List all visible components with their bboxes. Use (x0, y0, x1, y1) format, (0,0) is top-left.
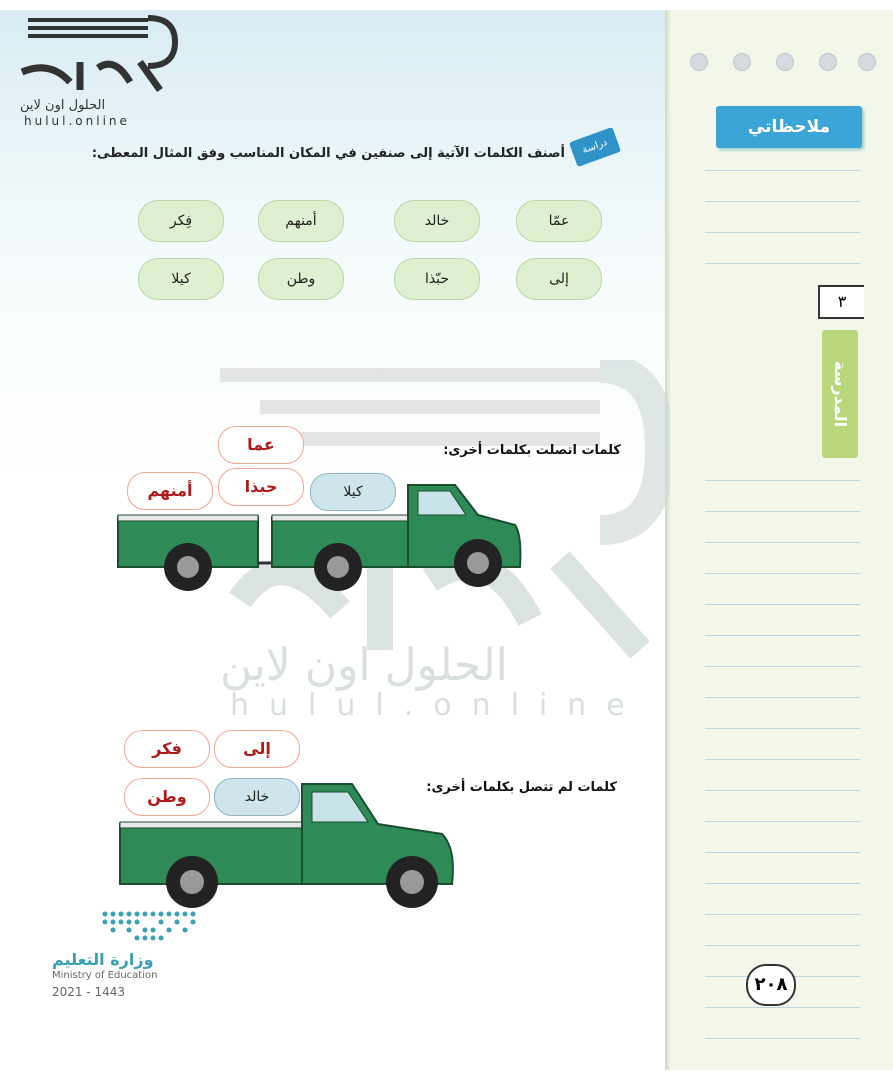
note-line (705, 1007, 860, 1008)
binder-hole (819, 53, 837, 71)
note-line (705, 573, 860, 574)
word-pill: فِكر (138, 200, 224, 242)
word-pill: حبّذا (394, 258, 480, 300)
ministry-logo-icon (50, 908, 210, 948)
notes-sidebar (665, 10, 893, 1070)
note-line (705, 604, 860, 605)
exercise-icon: دراسة (569, 127, 621, 167)
example-word: خالد (214, 778, 300, 816)
answer-word[interactable]: إلى (214, 730, 300, 768)
note-line (705, 511, 860, 512)
notes-label: ملاحظاتي (716, 106, 862, 148)
ministry-name-english: Ministry of Education (52, 970, 158, 981)
binder-hole (858, 53, 876, 71)
answer-word[interactable]: أمنهم (127, 472, 213, 510)
exercise-instruction: أصنف الكلمات الآتية إلى صنفين في المكان المناسب وفق المثال المعطى: (91, 146, 565, 161)
note-line (705, 635, 860, 636)
page-number: ٢٠٨ (746, 964, 796, 1006)
binder-hole (776, 53, 794, 71)
note-line (705, 883, 860, 884)
edition-year: 2021 - 1443 (52, 985, 126, 999)
binder-hole (733, 53, 751, 71)
answer-word[interactable]: وطن (124, 778, 210, 816)
note-line (705, 542, 860, 543)
truck2-label: كلمات لم تتصل بكلمات أخرى: (426, 780, 617, 795)
note-line (705, 759, 860, 760)
note-line (705, 821, 860, 822)
note-line (705, 914, 860, 915)
note-line (705, 697, 860, 698)
unit-number: ٣ (818, 285, 864, 319)
answer-word[interactable]: فكر (124, 730, 210, 768)
note-line (705, 790, 860, 791)
logo-arabic-text: الحلول اون لاين (20, 98, 106, 113)
note-line (705, 852, 860, 853)
truck-with-trailer-icon (110, 475, 530, 600)
note-line (705, 263, 860, 264)
word-pill: خالد (394, 200, 480, 242)
answer-word[interactable]: عما (218, 426, 304, 464)
binder-hole (690, 53, 708, 71)
logo-english-text: hulul.online (24, 114, 130, 128)
note-line (705, 232, 860, 233)
logo-mark-icon (10, 12, 180, 92)
note-line (705, 1038, 860, 1039)
word-pill: وطن (258, 258, 344, 300)
ministry-name-arabic: وزارة التعليم (52, 950, 154, 969)
unit-title: المدرسة (822, 330, 858, 458)
word-pill: إلى (516, 258, 602, 300)
truck-icon (112, 778, 472, 918)
word-pill: كيلا (138, 258, 224, 300)
note-line (705, 666, 860, 667)
svg-text:hulul.online: hulul.online (230, 688, 645, 720)
note-line (705, 170, 860, 171)
note-line (705, 201, 860, 202)
answer-word[interactable]: حبذا (218, 468, 304, 506)
example-word: كيلا (310, 473, 396, 511)
note-line (705, 728, 860, 729)
site-logo (10, 12, 180, 132)
svg-text:الحلول اون لاين: الحلول اون لاين (220, 640, 508, 691)
word-pill: عمّا (516, 200, 602, 242)
note-line (705, 480, 860, 481)
note-line (705, 945, 860, 946)
word-pill: أمنهم (258, 200, 344, 242)
truck1-label: كلمات اتصلت بكلمات أخرى: (443, 443, 621, 458)
